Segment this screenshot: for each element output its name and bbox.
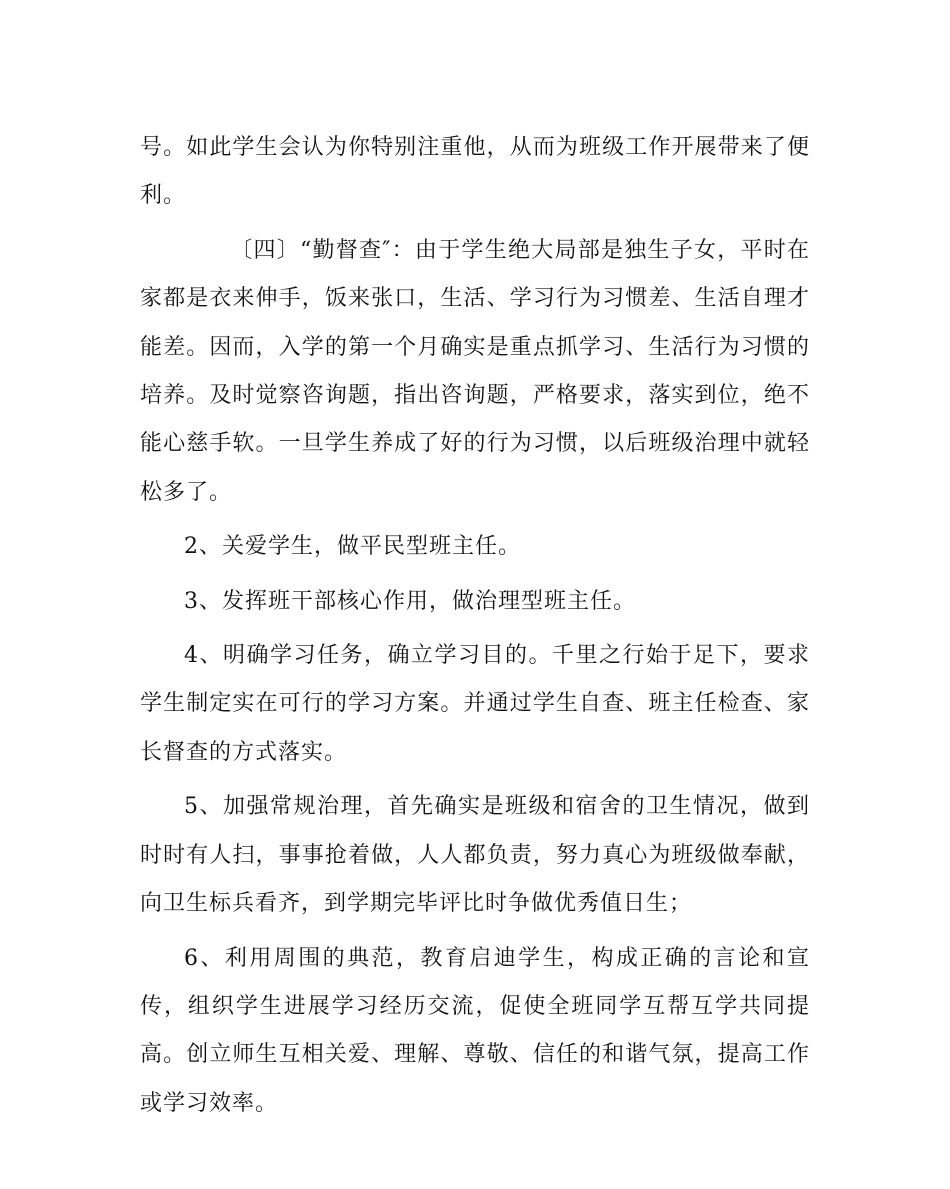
paragraph-diligent-supervision: 〔四〕“勤督查″：由于学生绝大局部是独生子女，平时在家都是衣来伸手，饭来张口，生活、学习行为习惯差、生活自理才能差。因而，入学的第一个月确实是重点抓学习、生活行为习惯的培养。及时觉察咨询题，指出咨询题，严格要求，落实到位，绝不能心慈手软。一旦学生养成了好的行为习惯，以后班级治理中就轻松多了。 (140, 237, 810, 505)
paragraph-item-2: 2、关爱学生，做平民型班主任。 (184, 534, 521, 560)
paragraph-item-3: 3、发挥班干部核心作用，做治理型班主任。 (184, 588, 636, 614)
paragraph-item-4: 4、明确学习任务，确立学习目的。千里之行始于足下，要求学生制定实在可行的学习方案。并通过学生自查、班主任检查、家长督查的方式落实。 (140, 643, 810, 765)
paragraph-item-5: 5、加强常规治理，首先确实是班级和宿舍的卫生情况，做到时时有人扫，事事抢着做，人人都负责，努力真心为班级做奉献，向卫生标兵看齐，到学期完毕评比时争做优秀值日生； (140, 794, 810, 917)
document-body (140, 124, 810, 1128)
paragraph-item-6: 6、利用周围的典范，教育启迪学生，构成正确的言论和宣传，组织学生进展学习经历交流，促使全班同学互帮互学共同提高。创立师生互相关爱、理解、尊敬、信任的和谐气氛，提高工作或学习效率。 (140, 945, 810, 1116)
paragraph-continuation: 号。如此学生会认为你特别注重他，从而为班级工作开展带来了便利。 (140, 135, 810, 209)
